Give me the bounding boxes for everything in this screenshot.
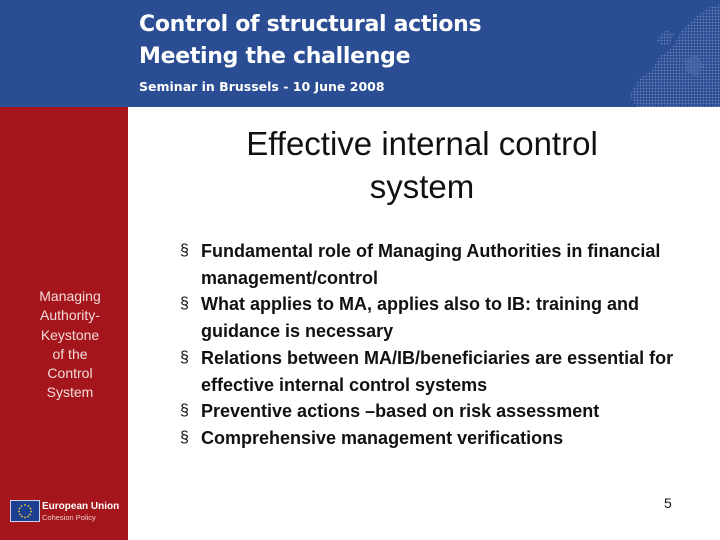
eu-logo-name: European Union — [42, 501, 120, 512]
europe-map-icon — [600, 0, 720, 107]
header-banner — [0, 0, 720, 107]
sidebar-caption-line: Managing — [39, 288, 101, 304]
sidebar-caption-line: of the — [52, 345, 88, 362]
header-title-line1: Control of structural actions — [139, 12, 482, 37]
eu-flag-icon — [10, 500, 40, 522]
eu-logo-subtitle: Cohesion Policy — [42, 513, 96, 522]
sidebar-caption-line: Authority- — [40, 307, 100, 324]
bullet-item: § Relations between MA/IB/beneficiaries are essential for effective internal control systems — [180, 345, 680, 398]
sidebar-caption-line: Keystone — [40, 326, 100, 343]
header-subtitle: Seminar in Brussels - 10 June 2008 — [139, 79, 385, 94]
sidebar-caption — [22, 287, 118, 403]
eu-logo — [10, 500, 122, 524]
page-number: 5 — [664, 495, 672, 511]
header-title-line2: Meeting the challenge — [139, 44, 411, 69]
sidebar-caption-line: Control — [47, 365, 93, 382]
bullet-item: § Preventive actions –based on risk assessment — [180, 398, 680, 425]
bullet-list — [180, 238, 680, 452]
slide-title: Effective internal control system — [246, 125, 598, 205]
bullet-item: § Comprehensive management verifications — [180, 425, 680, 452]
bullet-item: § What applies to MA, applies also to IB: training and guidance is necessary — [180, 291, 680, 344]
bullet-item: § Fundamental role of Managing Authorities in financial management/control — [180, 238, 680, 291]
sidebar-caption-line: System — [46, 384, 94, 401]
